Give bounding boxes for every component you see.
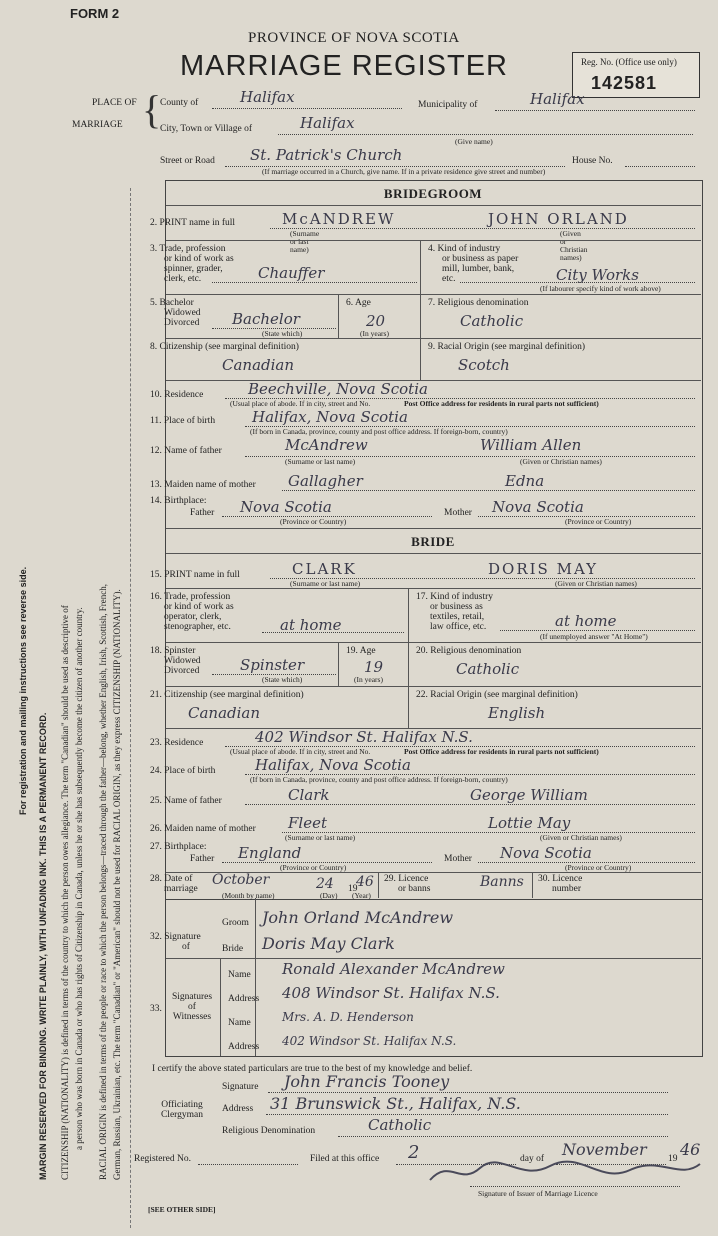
groom-mother-birth: Nova Scotia bbox=[492, 498, 584, 516]
bride-state-which: (State which) bbox=[262, 675, 303, 684]
bride-status: Spinster bbox=[240, 656, 305, 674]
groom-mother-surname: Gallagher bbox=[288, 472, 363, 490]
father-given-caption: (Given or Christian names) bbox=[520, 457, 602, 466]
month-caption: (Month by name) bbox=[222, 891, 275, 900]
groom-signature: John Orland McAndrew bbox=[262, 908, 454, 927]
margin-citizenship-def-1: CITIZENSHIP (NATIONALITY) is defined in terms of the country to which the person owes allegiance. The term "Canadian" should be used as descriptive of bbox=[60, 605, 70, 1180]
place-label-2: MARRIAGE bbox=[72, 120, 123, 130]
field-13-label: 13. Maiden name of mother bbox=[150, 480, 256, 490]
issuer-caption: Signature of Issuer of Marriage Licence bbox=[478, 1189, 598, 1198]
field-2-label: 2. PRINT name in full bbox=[150, 218, 236, 228]
bride-mother-given: Lottie May bbox=[488, 814, 571, 832]
field-5-label: 5. Bachelor Widowed Divorced bbox=[150, 298, 201, 328]
field-14-label: 14. Birthplace: bbox=[150, 496, 207, 506]
bride-mother-surname: Fleet bbox=[288, 814, 327, 832]
margin-racial-def-1: RACIAL ORIGIN is defined in terms of the people or race to which the person belongs—traced through the father—belong, whether English, Irish, Scottish, French, bbox=[98, 583, 108, 1180]
bride-mother-surname-caption: (Surname or last name) bbox=[285, 833, 356, 842]
bride-given: DORIS MAY bbox=[488, 560, 599, 578]
field-19-label: 19. Age bbox=[346, 646, 376, 656]
religious-label: Religious Denomination bbox=[222, 1126, 316, 1136]
groom-status: Bachelor bbox=[232, 310, 300, 328]
groom-father-birth: Nova Scotia bbox=[240, 498, 332, 516]
field-33-num: 33. bbox=[150, 1004, 162, 1014]
county-value: Halifax bbox=[240, 88, 295, 106]
field-10-label: 10. Residence bbox=[150, 390, 204, 400]
given-caption: (Given or Christian names) bbox=[560, 229, 588, 262]
birth-note: (If born in Canada, province, county and post office address. If foreign-born, country) bbox=[250, 427, 508, 436]
w2-addr-label: Address bbox=[228, 1042, 260, 1052]
field-28-label: 28. Date of marriage bbox=[150, 874, 198, 894]
street-note: (If marriage occurred in a Church, give name. If in a private residence give street and number) bbox=[262, 167, 546, 176]
father-surname-caption: (Surname or last name) bbox=[285, 457, 356, 466]
bride-given-caption: (Given or Christian names) bbox=[555, 579, 637, 588]
clergy-sig-label: Signature bbox=[222, 1082, 259, 1092]
groom-given: JOHN ORLAND bbox=[488, 210, 629, 228]
groom-residence: Beechville, Nova Scotia bbox=[248, 380, 428, 398]
filed-year-prefix: 19 bbox=[668, 1154, 678, 1164]
bride-religion: Catholic bbox=[456, 660, 520, 678]
form-label: FORM 2 bbox=[70, 6, 120, 21]
street-label: Street or Road bbox=[160, 156, 215, 166]
in-years-caption: (In years) bbox=[360, 329, 389, 338]
witness-2-name: Mrs. A. D. Henderson bbox=[282, 1010, 414, 1024]
registered-label: Registered No. bbox=[134, 1154, 191, 1164]
field-29-label: 29. Licence or banns bbox=[384, 874, 431, 894]
bride-surname: CLARK bbox=[292, 560, 357, 578]
marriage-month: October bbox=[212, 872, 270, 888]
municipality-value: Halifax bbox=[530, 90, 585, 108]
groom-religion: Catholic bbox=[460, 312, 524, 330]
groom-industry: City Works bbox=[556, 266, 639, 284]
page-title: MARRIAGE REGISTER bbox=[180, 50, 508, 82]
state-which-caption: (State which) bbox=[262, 329, 303, 338]
field-27-father: Father bbox=[190, 854, 215, 864]
field-15-label: 15. PRINT name in full bbox=[150, 570, 240, 580]
residence-note-a: (Usual place of abode. If in city, street and No. bbox=[230, 399, 371, 408]
field-12-label: 12. Name of father bbox=[150, 446, 222, 456]
city-label: City, Town or Village of bbox=[160, 124, 252, 134]
field-23-label: 23. Residence bbox=[150, 738, 204, 748]
field-16-label: 16. Trade, profession or kind of work as operator, clerk, stenographer, etc. bbox=[150, 592, 234, 632]
w1-addr-label: Address bbox=[228, 994, 260, 1004]
father-prov-caption: (Province or Country) bbox=[280, 517, 347, 526]
marriage-year: 46 bbox=[356, 874, 374, 890]
field-32-label: 32. Signature of bbox=[150, 932, 201, 952]
certify-text: I certify the above stated particulars are true to the best of my knowledge and belief. bbox=[152, 1064, 473, 1074]
field-20-label: 20. Religious denomination bbox=[416, 646, 522, 656]
margin-binding-note: MARGIN RESERVED FOR BINDING. WRITE PLAINLY, WITH UNFADING INK. THIS IS A PERMANENT RECORD. bbox=[38, 712, 48, 1180]
witness-1-address: 408 Windsor St. Halifax N.S. bbox=[282, 984, 500, 1002]
field-27-mother: Mother bbox=[444, 854, 472, 864]
witness-1-name: Ronald Alexander McAndrew bbox=[282, 960, 505, 978]
mother-prov-caption: (Province or Country) bbox=[565, 517, 632, 526]
bride-res-note-a: (Usual place of abode. If in city, street and No. bbox=[230, 747, 371, 756]
field-7-label: 7. Religious denomination bbox=[428, 298, 529, 308]
unemployed-note: (If unemployed answer "At Home") bbox=[540, 632, 648, 641]
filed-label: Filed at this office bbox=[310, 1154, 380, 1164]
issuer-signature bbox=[420, 1158, 710, 1188]
municipality-label: Municipality of bbox=[418, 100, 478, 110]
clergy-signature: John Francis Tooney bbox=[284, 1072, 450, 1091]
province-heading: PROVINCE OF NOVA SCOTIA bbox=[248, 30, 460, 46]
field-22-label: 22. Racial Origin (see marginal definition) bbox=[416, 690, 578, 700]
bride-sig-label: Bride bbox=[222, 944, 244, 954]
bride-surname-caption: (Surname or last name) bbox=[290, 579, 361, 588]
groom-birthplace: Halifax, Nova Scotia bbox=[252, 408, 408, 426]
bride-racial: English bbox=[488, 704, 546, 722]
officiating-label: Officiating Clergyman bbox=[160, 1100, 204, 1120]
bride-birth-note: (If born in Canada, province, county and post office address. If foreign-born, country) bbox=[250, 775, 508, 784]
day-caption: (Day) bbox=[320, 891, 338, 900]
see-other-side: [SEE OTHER SIDE] bbox=[148, 1205, 216, 1214]
field-11-label: 11. Place of birth bbox=[150, 416, 216, 426]
groom-surname: McANDREW bbox=[282, 210, 396, 228]
groom-mother-given: Edna bbox=[505, 472, 545, 490]
year-caption: (Year) bbox=[352, 891, 371, 900]
field-18-label: 18. Spinster Widowed Divorced bbox=[150, 646, 201, 676]
groom-racial: Scotch bbox=[458, 356, 510, 374]
marriage-day: 24 bbox=[316, 876, 334, 892]
clergy-address: 31 Brunswick St., Halifax, N.S. bbox=[270, 1094, 521, 1113]
day-of-label: day of bbox=[520, 1154, 545, 1164]
margin-racial-def-2: German, Russian, Ukrainian, etc. The term "Canadian" or "American" should not be used for RACIAL ORIGIN, as they express CITIZENSHIP (NATIONALITY). bbox=[112, 589, 122, 1180]
bride-trade: at home bbox=[280, 616, 342, 634]
surname-caption: (Surname or last name) bbox=[290, 229, 320, 254]
groom-father-given: William Allen bbox=[480, 436, 582, 454]
field-8-label: 8. Citizenship (see marginal definition) bbox=[150, 342, 299, 352]
bride-father-surname: Clark bbox=[288, 786, 330, 804]
bride-birthplace: Halifax, Nova Scotia bbox=[255, 756, 411, 774]
field-4-label: 4. Kind of industry or business as paper mill, lumber, bank, etc. bbox=[428, 244, 519, 284]
bridegroom-heading: BRIDEGROOM bbox=[383, 186, 483, 201]
bride-mother-birth: Nova Scotia bbox=[500, 844, 592, 862]
witness-2-address: 402 Windsor St. Halifax N.S. bbox=[282, 1034, 457, 1048]
bride-heading: BRIDE bbox=[411, 534, 455, 549]
give-name-caption: (Give name) bbox=[455, 137, 493, 146]
bride-age: 19 bbox=[364, 658, 384, 676]
city-value: Halifax bbox=[300, 114, 355, 132]
binding-margin bbox=[0, 150, 150, 1210]
margin-instructions: For registration and mailing instructions see reverse side. bbox=[18, 566, 28, 815]
bride-signature: Doris May Clark bbox=[262, 934, 395, 953]
marriage-year-prefix: 19 bbox=[348, 884, 358, 894]
bride-residence: 402 Windsor St. Halifax N.S. bbox=[255, 728, 473, 746]
field-33-label: Signatures of Witnesses bbox=[171, 992, 213, 1022]
clergy-addr-label: Address bbox=[222, 1104, 254, 1114]
bride-mother-given-caption: (Given or Christian names) bbox=[540, 833, 622, 842]
w1-name-label: Name bbox=[228, 970, 251, 980]
groom-father-surname: McAndrew bbox=[285, 436, 368, 454]
bride-industry: at home bbox=[555, 612, 617, 630]
house-label: House No. bbox=[572, 156, 613, 166]
field-24-label: 24. Place of birth bbox=[150, 766, 216, 776]
field-26-label: 26. Maiden name of mother bbox=[150, 824, 256, 834]
groom-trade: Chauffer bbox=[258, 264, 325, 282]
clergy-religion: Catholic bbox=[368, 1116, 432, 1134]
groom-sig-label: Groom bbox=[222, 918, 249, 928]
field-3-label: 3. Trade, profession or kind of work as spinner, grader, clerk, etc. bbox=[150, 244, 234, 284]
filed-month: November bbox=[562, 1140, 647, 1159]
field-9-label: 9. Racial Origin (see marginal definition) bbox=[428, 342, 586, 352]
w2-name-label: Name bbox=[228, 1018, 251, 1028]
field-6-label: 6. Age bbox=[346, 298, 371, 308]
bride-in-years: (In years) bbox=[354, 675, 383, 684]
margin-citizenship-def-2: a person who was born in Canada or who has rights of Citizenship in Canada, unless he or she has subsequently become the citizen of another country. bbox=[74, 607, 84, 1150]
residence-note-b: Post Office address for residents in rural parts not sufficient) bbox=[404, 399, 599, 408]
reg-number-value: 142581 bbox=[591, 73, 658, 93]
bride-mother-prov: (Province or Country) bbox=[565, 863, 632, 872]
reg-number-box bbox=[572, 52, 700, 98]
bride-father-prov: (Province or Country) bbox=[280, 863, 347, 872]
field-14-father: Father bbox=[190, 508, 215, 518]
groom-age: 20 bbox=[366, 312, 386, 330]
filed-year: 46 bbox=[680, 1140, 701, 1159]
bride-citizenship: Canadian bbox=[188, 704, 261, 722]
street-value: St. Patrick's Church bbox=[250, 146, 403, 164]
bride-father-birth: England bbox=[238, 844, 302, 862]
field-27-label: 27. Birthplace: bbox=[150, 842, 207, 852]
field-17-label: 17. Kind of industry or business as textiles, retail, law office, etc. bbox=[416, 592, 494, 632]
field-21-label: 21. Citizenship (see marginal definition) bbox=[150, 690, 304, 700]
groom-citizenship: Canadian bbox=[222, 356, 295, 374]
field-30-label: 30. Licence number bbox=[538, 874, 583, 894]
place-label-1: PLACE OF bbox=[92, 98, 137, 108]
bride-res-note-b: Post Office address for residents in rural parts not sufficient) bbox=[404, 747, 599, 756]
county-label: County of bbox=[160, 98, 199, 108]
field-25-label: 25. Name of father bbox=[150, 796, 222, 806]
reg-number-label: Reg. No. (Office use only) bbox=[581, 57, 677, 67]
field-14-mother: Mother bbox=[444, 508, 472, 518]
labourer-note: (If labourer specify kind of work above) bbox=[540, 284, 661, 293]
place-brace: { bbox=[142, 87, 162, 132]
filed-day: 2 bbox=[408, 1142, 420, 1163]
licence-type: Banns bbox=[480, 874, 524, 890]
bride-father-given: George William bbox=[470, 786, 588, 804]
